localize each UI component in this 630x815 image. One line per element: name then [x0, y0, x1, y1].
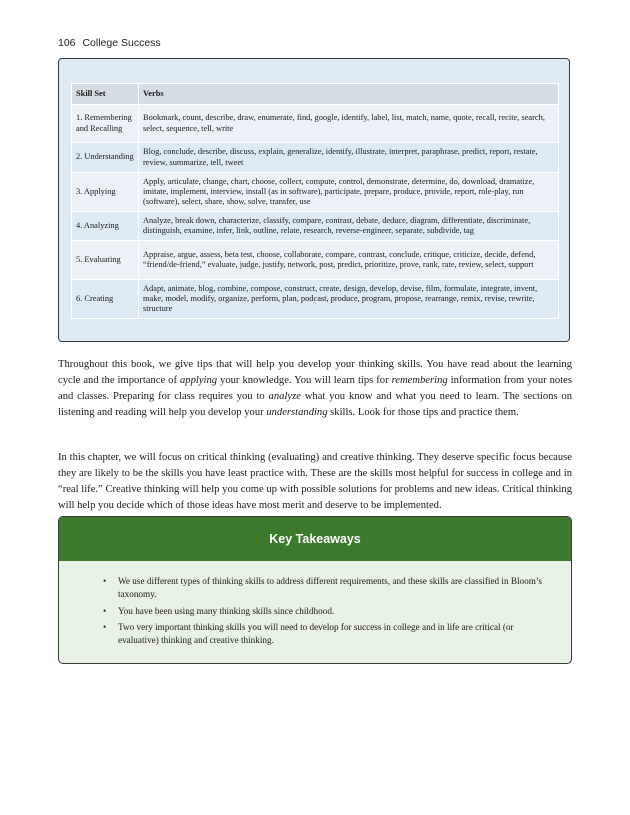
list-item	[103, 605, 553, 618]
table-row	[72, 241, 559, 280]
key-takeaways-title: Key Takeaways	[59, 517, 571, 561]
para1-text-3: information from your notes and classes. Preparing for class requires you to	[58, 374, 572, 402]
page-number: 106	[58, 37, 76, 49]
table-row	[72, 212, 559, 241]
takeaway-text: We use different types of thinking skills to address different requirements, and these skills are classified in Bloom’s taxonomy.	[118, 576, 543, 599]
table-header-row	[72, 84, 559, 105]
verbs-cell: Adapt, animate, blog, combine, compose, construct, create, design, develop, devise, film, formulate, integrate, invent, make, model, modify, organize, perform, plan, podcast, produce, program, propose, rearrange, remix, revise, rewrite, structure	[139, 280, 559, 319]
skill-cell: 6. Creating	[72, 280, 139, 319]
verbs-cell: Bookmark, count, describe, draw, enumerate, find, google, identify, label, list, match, name, quote, recall, recite, search, select, sequence, tell, write	[139, 105, 559, 143]
verbs-cell: Analyze, break down, characterize, classify, compare, contrast, debate, deduce, diagram, differentiate, discriminate, distinguish, examine, infer, link, outline, relate, research, reverse-engineer, separate, subdivide, tag	[139, 212, 559, 241]
key-takeaways-box	[58, 516, 572, 664]
book-title: College Success	[82, 37, 161, 49]
table-row	[72, 105, 559, 143]
skill-cell: 2. Understanding	[72, 143, 139, 173]
list-item	[103, 621, 553, 647]
bullet-icon: •	[103, 605, 107, 616]
takeaway-text: Two very important thinking skills you will need to develop for success in college and in life are critical (or evaluative) thinking and creative thinking.	[118, 622, 514, 646]
skill-cell: 1. Remembering and Recalling	[72, 105, 139, 143]
verbs-cell: Appraise, argue, assess, beta test, choose, collaborate, compare, contrast, conclude, critique, criticize, decide, defend, “friend/de-friend,” evaluate, judge, justify, network, post, predict, prioritize, prove, rank, rate, review, select, support	[139, 241, 559, 280]
bullet-icon: •	[103, 576, 107, 586]
para1-text-5: skills. Look for those tips and practice them.	[327, 406, 519, 418]
para1-text-2: your knowledge. You will learn tips for	[217, 374, 392, 386]
takeaway-text: You have been using many thinking skills since childhood.	[118, 605, 335, 616]
column-header-skill-set: Skill Set	[72, 84, 139, 105]
list-item	[103, 575, 553, 601]
skills-table-box	[58, 58, 570, 342]
bullet-icon: •	[103, 622, 107, 633]
page-header	[58, 37, 161, 49]
table-row	[72, 173, 559, 212]
table-row	[72, 143, 559, 173]
verbs-cell: Apply, articulate, change, chart, choose, collect, compute, control, demonstrate, determine, do, download, dramatize, imitate, implement, interview, install (as in software), participate, prepare, produce, provide, report, role-play, run (software), select, share, show, solve, transfer, use	[139, 173, 559, 212]
skill-cell: 4. Analyzing	[72, 212, 139, 241]
body-paragraph-1	[58, 357, 572, 421]
column-header-verbs: Verbs	[139, 84, 559, 105]
para1-emphasis-understanding: understanding	[266, 406, 328, 418]
para1-emphasis-remembering: remembering	[391, 374, 448, 386]
key-takeaways-list	[103, 575, 553, 651]
verbs-cell: Blog, conclude, describe, discuss, explain, generalize, identify, illustrate, interpret, paraphrase, predict, report, restate, review, summarize, tell, tweet	[139, 143, 559, 173]
skill-cell: 5. Evaluating	[72, 241, 139, 280]
para1-text-4: what you know and what you need to learn. The sections on listening and reading will help you develop your	[58, 390, 572, 418]
para1-emphasis-applying: applying	[179, 374, 218, 386]
body-paragraph-2: In this chapter, we will focus on critical thinking (evaluating) and creative thinking. They deserve specific focus because they are likely to be the skills you have least practice with. These are the skills most helpful for success in college and in “real life.” Creative thinking will help you come up with possible solutions for problems and new ideas. Critical thinking will help you decide which of those ideas have most merit and deserve to be implemented.	[58, 452, 572, 511]
para1-text-1: Throughout this book, we give tips that will help you develop your thinking skills. You have read about the learning cycle and the importance of	[58, 359, 572, 386]
skills-table	[71, 83, 559, 319]
table-row	[72, 280, 559, 319]
skill-cell: 3. Applying	[72, 173, 139, 212]
para1-emphasis-analyze: analyze	[268, 390, 301, 402]
